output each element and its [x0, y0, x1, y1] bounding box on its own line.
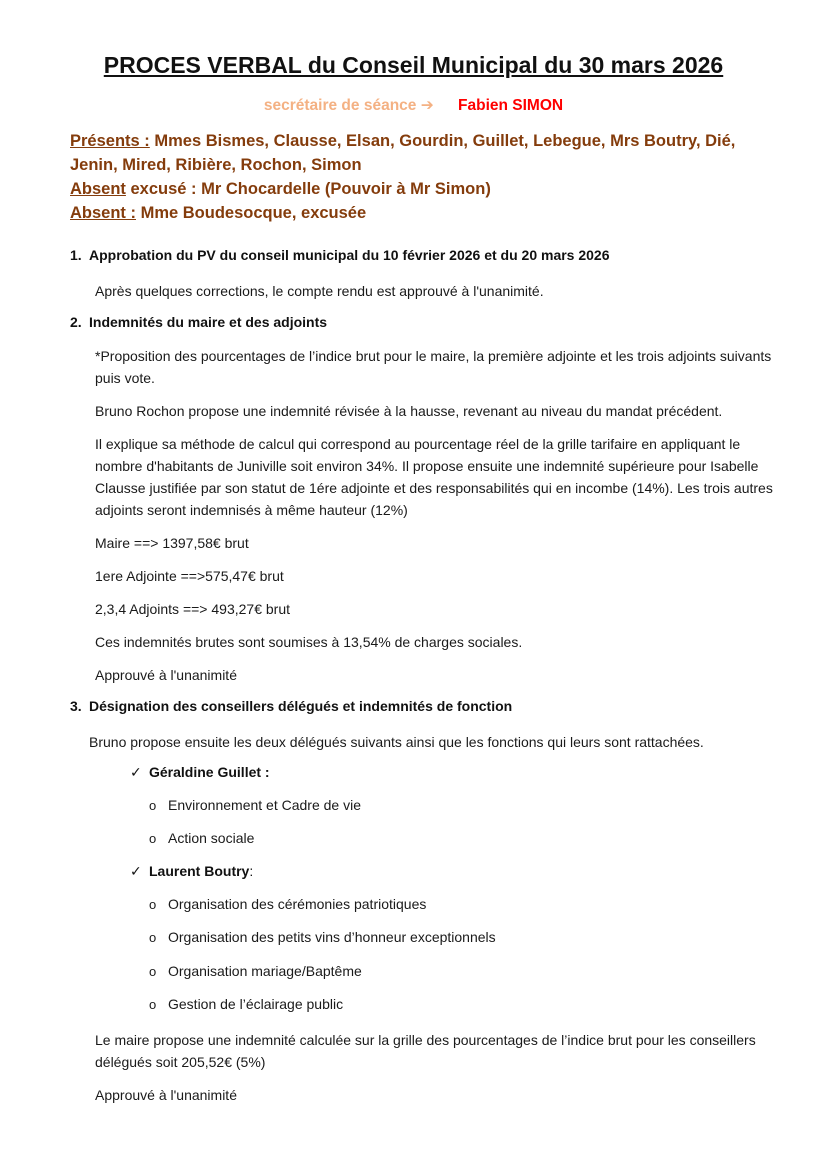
section-heading: Indemnités du maire et des adjoints: [89, 314, 328, 330]
function-label: Organisation mariage/Baptême: [168, 963, 362, 979]
section-heading: Approbation du PV du conseil municipal du 10 février 2026 et du 20 mars 2026: [89, 247, 610, 263]
attendance-block: [70, 129, 760, 225]
section-1-title: [70, 247, 610, 263]
section-2-approved: Approuvé à l'unanimité: [95, 667, 237, 683]
circle-bullet-icon: o: [149, 798, 157, 813]
checkmark-icon: ✓: [130, 863, 142, 879]
section-2-proposal: *Proposition des pourcentages de l’indice brut pour le maire, la première adjointe et les trois adjoints suivants puis vote.: [95, 348, 772, 386]
function-label: Gestion de l’éclairage public: [168, 996, 344, 1012]
section-number: 1.: [70, 247, 82, 263]
arrow-right-icon: ➔: [420, 97, 434, 114]
function-label: Environnement et Cadre de vie: [168, 797, 361, 813]
circle-bullet-icon: o: [149, 831, 157, 846]
section-heading: Désignation des conseillers délégués et indemnités de fonction: [89, 698, 513, 714]
section-2-calculation: Il explique sa méthode de calcul qui correspond au pourcentage réel de la grille tarifaire en appliquant le nombre d'habitants de Juniville soit environ 34%. Il propose ensuite une indemnité supérieure pour Isabelle Clausse justifiée par son statut de 1ére adjointe et des responsabilités qui en incombe (14%). Les trois autres adjoints seront indemnisés à même hauteur (12%): [95, 436, 773, 518]
absent-text: Mme Boudesocque, excusée: [136, 204, 367, 222]
section-number: 3.: [70, 698, 82, 714]
present-label: Présents :: [70, 132, 150, 150]
section-1-text: Après quelques corrections, le compte rendu est approuvé à l'unanimité.: [95, 283, 544, 299]
delegate-name: Laurent Boutry: [149, 863, 250, 879]
indemnity-maire: Maire ==> 1397,58€ brut: [95, 535, 249, 551]
function-item: [149, 830, 254, 846]
delegate-name: Géraldine Guillet :: [149, 764, 270, 780]
absent-label: Absent :: [70, 204, 136, 222]
function-item: [149, 963, 362, 979]
circle-bullet-icon: o: [149, 964, 157, 979]
social-charges: Ces indemnités brutes sont soumises à 13,54% de charges sociales.: [95, 634, 523, 650]
secretary-name: Fabien SIMON: [458, 97, 564, 114]
secretary-label: secrétaire de séance: [263, 97, 417, 114]
section-3-title: [70, 698, 512, 714]
delegate-boutry: [130, 863, 253, 880]
absent-excused-label: Absent: [70, 180, 126, 198]
function-label: Action sociale: [168, 830, 255, 846]
delegate-suffix: :: [249, 863, 254, 879]
present-line: [70, 129, 760, 177]
function-label: Organisation des cérémonies patriotiques: [168, 896, 427, 912]
indemnity-adjoints: 2,3,4 Adjoints ==> 493,27€ brut: [95, 601, 290, 617]
section-3-approved: Approuvé à l'unanimité: [95, 1087, 237, 1103]
circle-bullet-icon: o: [149, 930, 157, 945]
absent-excused-line: [70, 177, 760, 201]
page-title: PROCES VERBAL du Conseil Municipal du 30 mars 2026: [103, 52, 724, 78]
delegate-guillet: [130, 764, 270, 781]
absent-excused-text: excusé : Mr Chocardelle (Pouvoir à Mr Simon): [125, 180, 491, 198]
function-item: [149, 797, 361, 813]
function-item: [149, 896, 426, 912]
circle-bullet-icon: o: [149, 897, 157, 912]
function-item: [149, 996, 343, 1012]
checkmark-icon: ✓: [130, 764, 142, 780]
secretary-line: [0, 96, 827, 115]
section-3-intro: Bruno propose ensuite les deux délégués suivants ainsi que les fonctions qui leurs sont rattachées.: [89, 734, 704, 750]
section-number: 2.: [70, 314, 82, 330]
function-item: [149, 929, 496, 945]
section-2-rochon-proposal: Bruno Rochon propose une indemnité révisée à la hausse, revenant au niveau du mandat précédent.: [95, 403, 723, 419]
function-label: Organisation des petits vins d’honneur exceptionnels: [168, 929, 496, 945]
section-2-title: [70, 314, 327, 330]
circle-bullet-icon: o: [149, 997, 157, 1012]
indemnity-first-adjointe: 1ere Adjointe ==>575,47€ brut: [95, 568, 284, 584]
present-names: Mmes Bismes, Clausse, Elsan, Gourdin, Guillet, Lebegue, Mrs Boutry, Dié, Jenin, Mired, Ribière, Rochon, Simon: [70, 132, 736, 174]
delegates-indemnity: Le maire propose une indemnité calculée sur la grille des pourcentages de l’indice brut pour les conseillers délégués soit 205,52€ (5%): [95, 1032, 756, 1070]
absent-line: [70, 201, 760, 225]
